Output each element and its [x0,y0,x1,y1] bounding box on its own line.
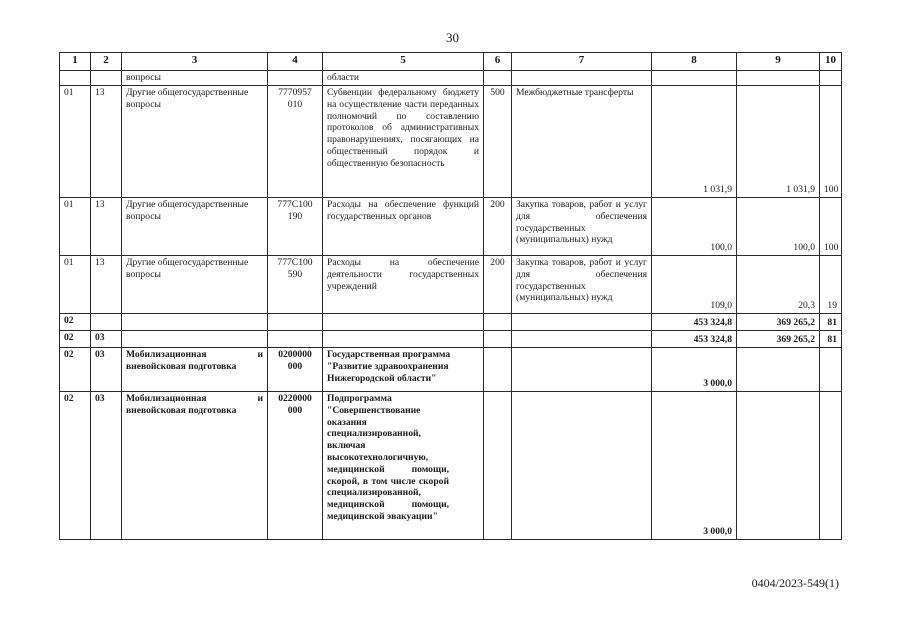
table-row [60,392,842,540]
code-part: 7770957 [278,87,312,98]
table-cell: 1 031,9 [737,86,820,198]
table-cell: 01 [60,198,91,256]
table-cell: 02 [60,314,91,331]
header-cell: 4 [268,53,323,71]
table-cell: 100,0 [737,198,820,256]
code-part: 777С100 [277,199,313,210]
table-cell: Государственная программа "Развитие здравоохранения Нижегородской области" [323,348,484,392]
table-cell [323,314,484,331]
table-row [60,331,842,348]
table-cell: Закупка товаров, работ и услуг для обеспечения государственных (муниципальных) нужд [512,256,652,314]
code-part: 0220000 [278,393,312,404]
table-cell: 100,0 [652,198,737,256]
table-cell: 03 [91,331,122,348]
table-cell: Расходы на обеспечение деятельности государственных учреждений [323,256,484,314]
header-cell: 2 [91,53,122,71]
header-cell: 6 [484,53,512,71]
table-cell [268,256,323,314]
table-cell: 13 [91,198,122,256]
header-cell: 5 [323,53,484,71]
table-row [60,256,842,314]
table-cell [91,314,122,331]
table-cell [484,348,512,392]
header-cell: 7 [512,53,652,71]
table-row [60,348,842,392]
table-cell: Другие общегосударственные вопросы [122,86,268,198]
table-cell: 03 [91,392,122,540]
table-cell: 03 [91,348,122,392]
table-cell: 02 [60,348,91,392]
table-cell: 3 000,0 [652,348,737,392]
table-cell: 200 [484,198,512,256]
table-cell [122,331,268,348]
header-cell: 9 [737,53,820,71]
table-cell: 109,0 [652,256,737,314]
table-cell [737,71,820,86]
table-cell [268,392,323,540]
table-cell [268,198,323,256]
table-cell [820,71,842,86]
table-cell [268,86,323,198]
table-cell: 02 [60,392,91,540]
code-part: 000 [287,360,303,372]
table-cell [484,392,512,540]
table-cell [60,71,91,86]
table-cell: Межбюджетные трансферты [512,86,652,198]
table-cell: 01 [60,256,91,314]
table-cell [512,71,652,86]
table-cell: Подпрограмма "Совершенствование оказания специализированной, включая высокотехнологичную, медицинской помощи, скорой, в том числе скорой специализированной, медицинской помощи, медицинской эвакуации" [323,392,484,540]
table-cell: 453 324,8 [652,331,737,348]
table-cell [268,348,323,392]
table-row [60,314,842,331]
code-part: 590 [287,268,303,280]
table-cell [122,314,268,331]
table-cell: 02 [60,331,91,348]
table-cell [512,348,652,392]
table-cell: области [323,71,484,86]
header-cell: 10 [820,53,842,71]
table-cell [737,392,820,540]
table-row [60,86,842,198]
table-cell: Закупка товаров, работ и услуг для обеспечения государственных (муниципальных) нужд [512,198,652,256]
code-part: 0200000 [278,349,312,360]
table-cell: 81 [820,331,842,348]
table-cell: Мобилизационная и вневойсковая подготовка [122,348,268,392]
budget-table [59,52,842,540]
table-cell [323,331,484,348]
table-cell: 500 [484,86,512,198]
table-cell: 13 [91,256,122,314]
table-row [60,198,842,256]
header-cell: 8 [652,53,737,71]
table-cell: 453 324,8 [652,314,737,331]
table-cell: Другие общегосударственные вопросы [122,198,268,256]
table-cell [484,314,512,331]
table-cell: 20,3 [737,256,820,314]
table-cell [512,331,652,348]
table-cell [652,71,737,86]
code-part: 190 [287,210,303,222]
table-cell: Субвенции федеральному бюджету на осуществление части переданных полномочий по составлению протоколов об административных правонарушениях, посягающих на общественный порядок и общественную безопасность [323,86,484,198]
table-cell [820,392,842,540]
table-cell: 81 [820,314,842,331]
page-number: 30 [446,30,459,45]
table-cell [820,348,842,392]
table-cell: 13 [91,86,122,198]
table-cell: Мобилизационная и вневойсковая подготовка [122,392,268,540]
table-cell [91,71,122,86]
table-cell: 01 [60,86,91,198]
document-code: 0404/2023-549(1) [751,576,839,590]
table-cell: 369 265,2 [737,331,820,348]
table-cell: вопросы [122,71,268,86]
header-cell: 3 [122,53,268,71]
table-row [60,71,842,86]
table-cell [512,392,652,540]
table-cell [484,71,512,86]
header-row [60,53,842,71]
table-cell [484,331,512,348]
code-part: 000 [287,404,303,416]
table-cell [512,314,652,331]
table-cell: 1 031,9 [652,86,737,198]
table-cell: Расходы на обеспечение функций государственных органов [323,198,484,256]
header-cell: 1 [60,53,91,71]
table-cell: 100 [820,198,842,256]
table-cell [268,314,323,331]
table-cell: 100 [820,86,842,198]
table-cell [737,348,820,392]
code-part: 777С100 [277,257,313,268]
table-cell: Другие общегосударственные вопросы [122,256,268,314]
table-cell: 3 000,0 [652,392,737,540]
table-cell [268,331,323,348]
code-part: 010 [287,98,303,110]
table-cell: 19 [820,256,842,314]
table-cell: 200 [484,256,512,314]
table-cell: 369 265,2 [737,314,820,331]
table-cell [268,71,323,86]
